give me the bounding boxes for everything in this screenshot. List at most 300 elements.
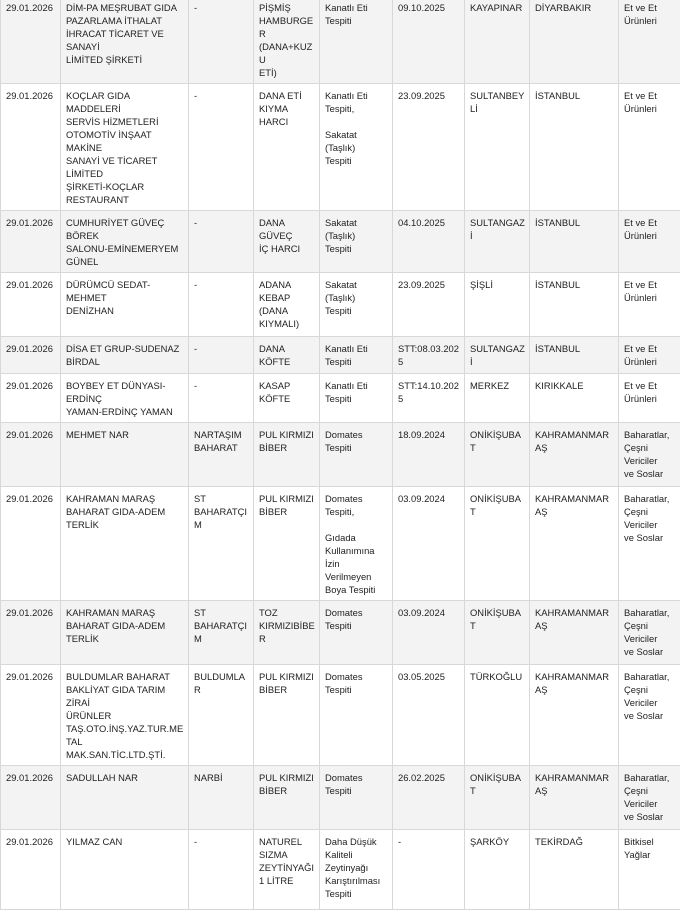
company-cell-line: MAK.SAN.TİC.LTD.ŞTİ. xyxy=(66,748,184,761)
district-cell-text: ONİKİŞUBAT xyxy=(470,771,525,797)
product-cell-line: SIZMA xyxy=(259,848,315,861)
product-cell xyxy=(254,273,320,337)
product-cell xyxy=(254,337,320,374)
table-row xyxy=(1,273,680,337)
product-cell-line: (DANA+KUZU xyxy=(259,40,315,66)
brand-cell xyxy=(189,423,254,487)
date-cell-text: 29.01.2026 xyxy=(6,278,56,291)
brand-cell-line: - xyxy=(194,835,249,848)
district-cell-text: KAYAPINAR xyxy=(470,1,525,14)
violation-cell xyxy=(320,84,393,211)
product-group-cell-line: Çeşni xyxy=(624,683,680,696)
province-cell xyxy=(530,0,619,84)
decision-date-cell-text: 18.09.2024 xyxy=(398,428,460,441)
province-cell-text: KIRIKKALE xyxy=(535,379,614,392)
company-cell xyxy=(61,337,189,374)
product-cell-line: PUL KIRMIZI xyxy=(259,771,315,784)
table-row xyxy=(1,830,680,910)
product-cell-line: KIYMALI) xyxy=(259,317,315,330)
date-cell-text: 29.01.2026 xyxy=(6,342,56,355)
province-cell xyxy=(530,211,619,273)
decision-date-cell xyxy=(393,0,465,84)
district-cell xyxy=(465,0,530,84)
province-cell xyxy=(530,766,619,830)
company-cell xyxy=(61,830,189,910)
violation-cell-line: Gıdada xyxy=(325,531,388,544)
table-row xyxy=(1,0,680,84)
district-cell-text: SULTANBEYLİ xyxy=(470,89,525,115)
product-cell xyxy=(254,211,320,273)
violation-cell-line: Daha Düşük xyxy=(325,835,388,848)
table-row xyxy=(1,84,680,211)
date-cell xyxy=(1,830,61,910)
brand-cell-line: - xyxy=(194,379,249,392)
brand-cell xyxy=(189,273,254,337)
violation-cell-line: Verilmeyen xyxy=(325,570,388,583)
product-group-cell-line: Vericiler xyxy=(624,454,680,467)
brand-cell xyxy=(189,830,254,910)
date-cell-text: 29.01.2026 xyxy=(6,216,56,229)
product-cell xyxy=(254,665,320,766)
product-group-cell-line: ve Soslar xyxy=(624,709,680,722)
violation-cell xyxy=(320,766,393,830)
brand-cell xyxy=(189,84,254,211)
company-cell-line: SADULLAH NAR xyxy=(66,771,184,784)
company-cell-line: GÜNEL xyxy=(66,255,184,268)
company-cell xyxy=(61,0,189,84)
province-cell-text: KAHRAMANMARAŞ xyxy=(535,606,614,632)
company-cell-line: KAHRAMAN MARAŞ xyxy=(66,606,184,619)
product-cell-line: NATUREL xyxy=(259,835,315,848)
decision-date-cell xyxy=(393,84,465,211)
date-cell-text: 29.01.2026 xyxy=(6,89,56,102)
product-cell xyxy=(254,830,320,910)
product-group-cell-line: ve Soslar xyxy=(624,810,680,823)
product-group-cell-line: Ürünleri xyxy=(624,392,680,405)
product-group-cell xyxy=(619,374,680,423)
violation-cell-line: Domates xyxy=(325,492,388,505)
product-cell-line: DANA GÜVEÇ xyxy=(259,216,315,242)
product-group-cell-line: Baharatlar, xyxy=(624,606,680,619)
province-cell xyxy=(530,601,619,665)
company-cell-line: BAKLİYAT GIDA TARIM ZİRAİ xyxy=(66,683,184,709)
date-cell xyxy=(1,84,61,211)
violation-cell-line: Tespiti xyxy=(325,14,388,27)
product-group-cell-line: Vericiler xyxy=(624,797,680,810)
decision-date-cell xyxy=(393,487,465,601)
product-cell-line: BİBER xyxy=(259,441,315,454)
product-cell-line: BİBER xyxy=(259,505,315,518)
violation-cell-line: Tespiti xyxy=(325,304,388,317)
violation-cell-line: Kanatlı Eti xyxy=(325,1,388,14)
product-group-cell-line: Bitkisel xyxy=(624,835,680,848)
violation-cell xyxy=(320,423,393,487)
product-group-cell-line: Et ve Et xyxy=(624,1,680,14)
product-cell-line: KIRMIZIBİBER xyxy=(259,619,315,645)
product-group-cell-line: Vericiler xyxy=(624,696,680,709)
violation-cell-line: Kanatlı Eti xyxy=(325,89,388,102)
decision-date-cell-text: STT:14.10.2025 xyxy=(398,379,460,405)
violation-cell-line: Tespiti xyxy=(325,683,388,696)
decision-date-cell xyxy=(393,337,465,374)
company-cell-line: BAHARAT GIDA-ADEM TERLİK xyxy=(66,505,184,531)
product-group-cell-line: Çeşni xyxy=(624,619,680,632)
decision-date-cell-text: 03.09.2024 xyxy=(398,492,460,505)
company-cell-line: KOÇLAR GIDA MADDELERİ xyxy=(66,89,184,115)
province-cell-text: TEKİRDAĞ xyxy=(535,835,614,848)
date-cell-text: 29.01.2026 xyxy=(6,492,56,505)
product-cell-line: 1 LİTRE xyxy=(259,874,315,887)
product-cell xyxy=(254,0,320,84)
table-row xyxy=(1,423,680,487)
company-cell-line: BAHARAT GIDA-ADEM TERLİK xyxy=(66,619,184,645)
product-group-cell-line: ve Soslar xyxy=(624,531,680,544)
product-group-cell xyxy=(619,423,680,487)
product-cell-line: TOZ xyxy=(259,606,315,619)
table-row xyxy=(1,487,680,601)
decision-date-cell-text: 09.10.2025 xyxy=(398,1,460,14)
product-cell-line: DANA ETİ xyxy=(259,89,315,102)
violation-cell xyxy=(320,211,393,273)
company-cell-line: DİSA ET GRUP-SUDENAZ xyxy=(66,342,184,355)
company-cell xyxy=(61,601,189,665)
table-row xyxy=(1,337,680,374)
product-group-cell-line: Yağlar xyxy=(624,848,680,861)
product-group-cell-line: Ürünleri xyxy=(624,102,680,115)
decision-date-cell xyxy=(393,830,465,910)
violation-cell-line: Domates xyxy=(325,670,388,683)
decision-date-cell-text: - xyxy=(398,835,460,848)
brand-cell xyxy=(189,487,254,601)
company-cell-line: CUMHURİYET GÜVEÇ BÖREK xyxy=(66,216,184,242)
brand-cell-line: - xyxy=(194,89,249,102)
brand-cell-line: - xyxy=(194,278,249,291)
product-cell-line: ADANA xyxy=(259,278,315,291)
district-cell xyxy=(465,830,530,910)
date-cell xyxy=(1,211,61,273)
product-group-cell xyxy=(619,0,680,84)
date-cell xyxy=(1,601,61,665)
company-cell-line: BOYBEY ET DÜNYASI-ERDİNÇ xyxy=(66,379,184,405)
district-cell-text: ŞARKÖY xyxy=(470,835,525,848)
product-group-cell-line: Çeşni xyxy=(624,784,680,797)
company-cell xyxy=(61,487,189,601)
company-cell-line: YAMAN-ERDİNÇ YAMAN xyxy=(66,405,184,418)
product-group-cell-line: Baharatlar, xyxy=(624,428,680,441)
province-cell xyxy=(530,84,619,211)
company-cell-line: SERVİS HİZMETLERİ xyxy=(66,115,184,128)
company-cell-line: DENİZHAN xyxy=(66,304,184,317)
company-cell-line: BİRDAL xyxy=(66,355,184,368)
violation-cell-line xyxy=(325,115,388,128)
decision-date-cell-text: 04.10.2025 xyxy=(398,216,460,229)
province-cell-text: İSTANBUL xyxy=(535,89,614,102)
province-cell xyxy=(530,830,619,910)
product-group-cell-line: Et ve Et xyxy=(624,89,680,102)
district-cell-text: ONİKİŞUBAT xyxy=(470,606,525,632)
district-cell xyxy=(465,423,530,487)
violation-cell-line: Tespiti xyxy=(325,441,388,454)
company-cell-line: DİM-PA MEŞRUBAT GIDA xyxy=(66,1,184,14)
district-cell xyxy=(465,211,530,273)
product-cell-line: KEBAP xyxy=(259,291,315,304)
violation-cell-line: Sakatat (Taşlık) xyxy=(325,128,388,154)
district-cell-text: ONİKİŞUBAT xyxy=(470,428,525,454)
violation-cell xyxy=(320,830,393,910)
province-cell-text: İSTANBUL xyxy=(535,342,614,355)
date-cell-text: 29.01.2026 xyxy=(6,670,56,683)
product-cell-line: PİŞMİŞ xyxy=(259,1,315,14)
table-row xyxy=(1,766,680,830)
district-cell xyxy=(465,601,530,665)
company-cell-line: SALONU-EMİNEMERYEM xyxy=(66,242,184,255)
product-cell-line: BİBER xyxy=(259,683,315,696)
company-cell xyxy=(61,374,189,423)
brand-cell-line: NARTAŞIM xyxy=(194,428,249,441)
company-cell xyxy=(61,665,189,766)
product-cell xyxy=(254,374,320,423)
product-cell-line: KIYMA HARCI xyxy=(259,102,315,128)
date-cell-text: 29.01.2026 xyxy=(6,835,56,848)
violation-cell xyxy=(320,601,393,665)
product-cell-line: İÇ HARCI xyxy=(259,242,315,255)
product-group-cell-line: Çeşni xyxy=(624,441,680,454)
table-row xyxy=(1,601,680,665)
product-group-cell-line: Ürünleri xyxy=(624,229,680,242)
product-cell xyxy=(254,487,320,601)
company-cell-line: KAHRAMAN MARAŞ xyxy=(66,492,184,505)
province-cell-text: KAHRAMANMARAŞ xyxy=(535,670,614,696)
decision-date-cell-text: 26.02.2025 xyxy=(398,771,460,784)
product-group-cell-line: Baharatlar, xyxy=(624,670,680,683)
violation-cell-line: Sakatat (Taşlık) xyxy=(325,216,388,242)
product-group-cell-line: ve Soslar xyxy=(624,467,680,480)
brand-cell xyxy=(189,0,254,84)
company-cell-line: MEHMET NAR xyxy=(66,428,184,441)
product-cell xyxy=(254,766,320,830)
brand-cell xyxy=(189,766,254,830)
decision-date-cell xyxy=(393,211,465,273)
brand-cell xyxy=(189,374,254,423)
brand-cell-line: NARBİ xyxy=(194,771,249,784)
brand-cell-line: - xyxy=(194,216,249,229)
violation-cell-line: Zeytinyağı xyxy=(325,861,388,874)
table-row xyxy=(1,374,680,423)
product-group-cell-line: ve Soslar xyxy=(624,645,680,658)
product-group-cell xyxy=(619,337,680,374)
province-cell xyxy=(530,423,619,487)
district-cell-text: SULTANGAZİ xyxy=(470,216,525,242)
product-group-cell xyxy=(619,601,680,665)
company-cell-line: PAZARLAMA İTHALAT xyxy=(66,14,184,27)
decision-date-cell-text: 23.09.2025 xyxy=(398,89,460,102)
company-cell-line: YILMAZ CAN xyxy=(66,835,184,848)
decision-date-cell-text: 03.09.2024 xyxy=(398,606,460,619)
date-cell xyxy=(1,665,61,766)
product-group-cell xyxy=(619,766,680,830)
company-cell-line: SANAYİ VE TİCARET LİMİTED xyxy=(66,154,184,180)
product-group-cell xyxy=(619,211,680,273)
date-cell xyxy=(1,423,61,487)
violation-cell-line: Kaliteli xyxy=(325,848,388,861)
product-cell-line: PUL KIRMIZI xyxy=(259,492,315,505)
violation-cell-line: Sakatat (Taşlık) xyxy=(325,278,388,304)
company-cell xyxy=(61,273,189,337)
violation-cell xyxy=(320,665,393,766)
brand-cell-line: BULDUMLAR xyxy=(194,670,249,696)
date-cell-text: 29.01.2026 xyxy=(6,606,56,619)
brand-cell-line: BAHARAT xyxy=(194,441,249,454)
violation-cell xyxy=(320,374,393,423)
date-cell-text: 29.01.2026 xyxy=(6,771,56,784)
district-cell xyxy=(465,337,530,374)
brand-cell-line: - xyxy=(194,342,249,355)
decision-date-cell xyxy=(393,273,465,337)
violation-cell-line: Tespiti, xyxy=(325,505,388,518)
province-cell xyxy=(530,273,619,337)
violation-cell-line: Tespiti xyxy=(325,784,388,797)
product-group-cell-line: Et ve Et xyxy=(624,342,680,355)
product-cell-line: (DANA xyxy=(259,304,315,317)
violation-cell-line: Kanatlı Eti xyxy=(325,379,388,392)
violation-cell-line: Tespiti xyxy=(325,242,388,255)
violation-cell-line: Domates xyxy=(325,771,388,784)
company-cell-line: İHRACAT TİCARET VE SANAYİ xyxy=(66,27,184,53)
product-group-cell-line: Ürünleri xyxy=(624,14,680,27)
date-cell xyxy=(1,273,61,337)
decision-date-cell xyxy=(393,766,465,830)
product-cell xyxy=(254,601,320,665)
decision-date-cell-text: 03.05.2025 xyxy=(398,670,460,683)
district-cell xyxy=(465,665,530,766)
date-cell xyxy=(1,766,61,830)
violation-cell-line: Tespiti xyxy=(325,392,388,405)
district-cell-text: ŞİŞLİ xyxy=(470,278,525,291)
district-cell xyxy=(465,374,530,423)
brand-cell-line: ST xyxy=(194,492,249,505)
company-cell-line: OTOMOTİV İNŞAAT MAKİNE xyxy=(66,128,184,154)
violation-cell-line: Tespiti xyxy=(325,619,388,632)
brand-cell xyxy=(189,337,254,374)
date-cell-text: 29.01.2026 xyxy=(6,1,56,14)
violation-cell xyxy=(320,487,393,601)
product-group-cell-line: Et ve Et xyxy=(624,379,680,392)
violation-cell-line: Tespiti xyxy=(325,154,388,167)
product-cell-line: PUL KIRMIZI xyxy=(259,670,315,683)
brand-cell-line: BAHARATÇIM xyxy=(194,619,249,645)
company-cell-line: ŞİRKETİ-KOÇLAR xyxy=(66,180,184,193)
violation-cell xyxy=(320,337,393,374)
decision-date-cell xyxy=(393,665,465,766)
province-cell-text: KAHRAMANMARAŞ xyxy=(535,428,614,454)
violation-cell-line: Domates xyxy=(325,606,388,619)
product-cell-line: PUL KIRMIZI xyxy=(259,428,315,441)
province-cell-text: KAHRAMANMARAŞ xyxy=(535,771,614,797)
product-group-cell-line: Et ve Et xyxy=(624,216,680,229)
violation-cell xyxy=(320,273,393,337)
brand-cell-line: ST xyxy=(194,606,249,619)
product-cell-line: ETİ) xyxy=(259,66,315,79)
product-group-cell-line: Baharatlar, xyxy=(624,771,680,784)
table-row xyxy=(1,665,680,766)
district-cell-text: SULTANGAZİ xyxy=(470,342,525,368)
province-cell-text: DİYARBAKIR xyxy=(535,1,614,14)
product-group-cell xyxy=(619,487,680,601)
company-cell xyxy=(61,84,189,211)
violation-cell-line: Kanatlı Eti xyxy=(325,342,388,355)
decision-date-cell xyxy=(393,423,465,487)
province-cell-text: İSTANBUL xyxy=(535,216,614,229)
product-group-cell xyxy=(619,84,680,211)
decision-date-cell xyxy=(393,601,465,665)
product-cell-line: HAMBURGER xyxy=(259,14,315,40)
date-cell xyxy=(1,374,61,423)
product-group-cell xyxy=(619,273,680,337)
brand-cell xyxy=(189,665,254,766)
company-cell-line: LİMİTED ŞİRKETİ xyxy=(66,53,184,66)
product-cell xyxy=(254,423,320,487)
company-cell-line: DÜRÜMCÜ SEDAT-MEHMET xyxy=(66,278,184,304)
date-cell xyxy=(1,0,61,84)
province-cell xyxy=(530,374,619,423)
product-group-cell xyxy=(619,665,680,766)
violation-cell-line: Boya Tespiti xyxy=(325,583,388,596)
table-row xyxy=(1,211,680,273)
district-cell-text: ONİKİŞUBAT xyxy=(470,492,525,518)
district-cell xyxy=(465,84,530,211)
brand-cell xyxy=(189,601,254,665)
brand-cell-line: BAHARATÇIM xyxy=(194,505,249,531)
product-cell-line: BİBER xyxy=(259,784,315,797)
product-cell-line: DANA KÖFTE xyxy=(259,342,315,368)
product-group-cell-line: Çeşni xyxy=(624,505,680,518)
decision-date-cell-text: 23.09.2025 xyxy=(398,278,460,291)
district-cell xyxy=(465,487,530,601)
product-cell-line: KASAP xyxy=(259,379,315,392)
brand-cell-line: - xyxy=(194,1,249,14)
product-cell-line: KÖFTE xyxy=(259,392,315,405)
district-cell-text: TÜRKOĞLU xyxy=(470,670,525,683)
company-cell-line: BULDUMLAR BAHARAT xyxy=(66,670,184,683)
product-group-cell xyxy=(619,830,680,910)
province-cell xyxy=(530,665,619,766)
date-cell xyxy=(1,337,61,374)
product-cell xyxy=(254,84,320,211)
product-group-cell-line: Ürünleri xyxy=(624,291,680,304)
province-cell xyxy=(530,337,619,374)
company-cell-line: RESTAURANT xyxy=(66,193,184,206)
district-cell xyxy=(465,766,530,830)
product-group-cell-line: Vericiler xyxy=(624,632,680,645)
violation-cell-line: Kullanımına İzin xyxy=(325,544,388,570)
violation-cell-line xyxy=(325,518,388,531)
company-cell-line: ÜRÜNLER xyxy=(66,709,184,722)
product-cell-line: ZEYTİNYAĞI xyxy=(259,861,315,874)
province-cell-text: KAHRAMANMARAŞ xyxy=(535,492,614,518)
date-cell-text: 29.01.2026 xyxy=(6,379,56,392)
product-group-cell-line: Et ve Et xyxy=(624,278,680,291)
violation-cell-line: Domates xyxy=(325,428,388,441)
brand-cell xyxy=(189,211,254,273)
product-group-cell-line: Vericiler xyxy=(624,518,680,531)
violation-cell-line: Tespiti xyxy=(325,355,388,368)
violation-cell-line: Tespiti, xyxy=(325,102,388,115)
province-cell xyxy=(530,487,619,601)
product-group-cell-line: Ürünleri xyxy=(624,355,680,368)
province-cell-text: İSTANBUL xyxy=(535,278,614,291)
district-cell-text: MERKEZ xyxy=(470,379,525,392)
violation-cell-line: Tespiti xyxy=(325,887,388,900)
